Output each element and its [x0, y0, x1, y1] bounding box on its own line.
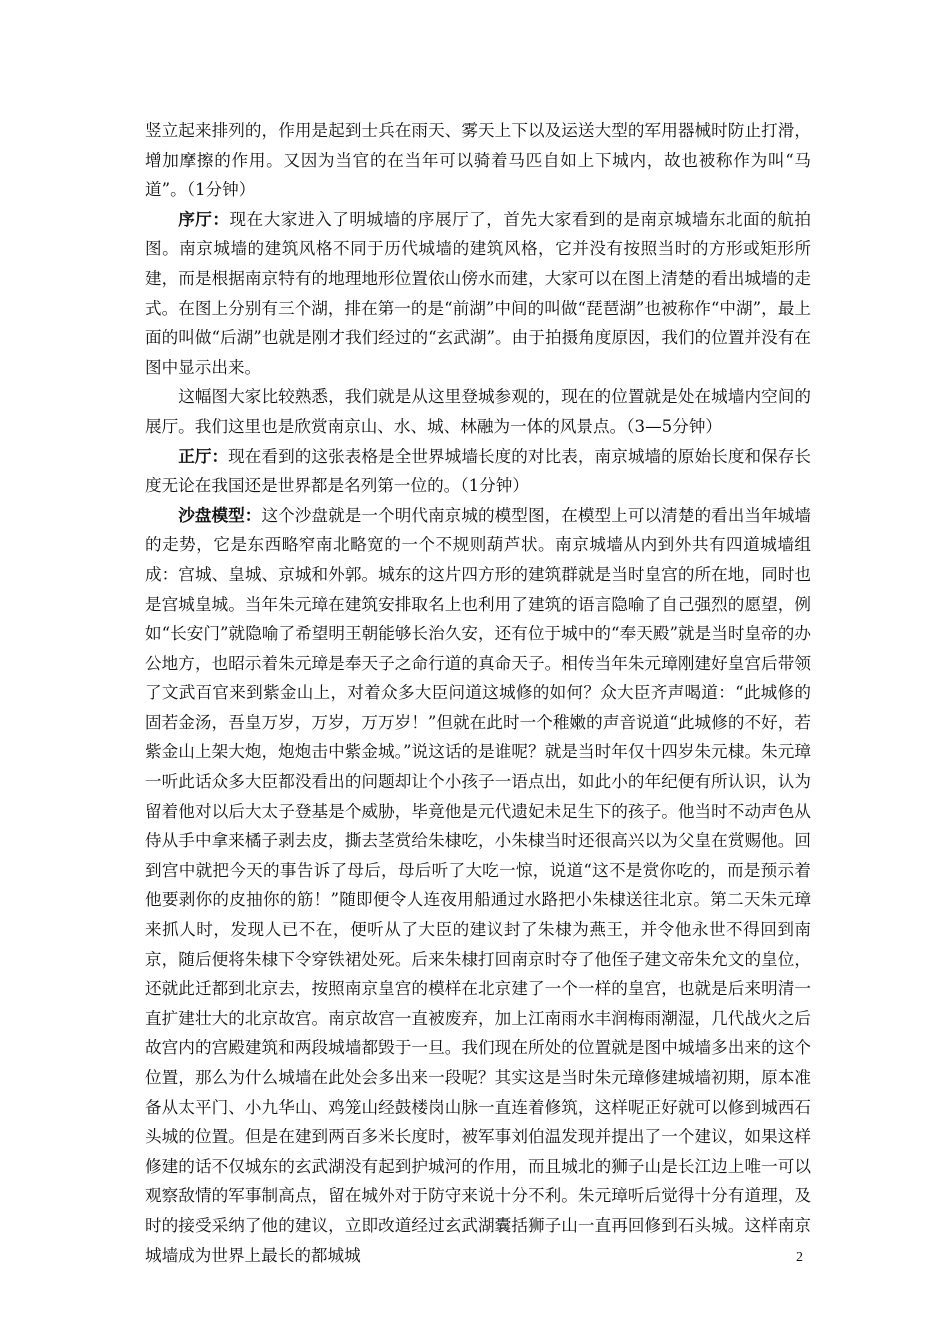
paragraph-preface-hall — [145, 205, 811, 383]
section-heading: 序厅： — [178, 209, 230, 229]
paragraph-text: 竖立起来排列的，作用是起到士兵在雨天、雾天上下以及运送大型的军用器械时防止打滑，增加摩擦的作用。又因为当官的在当年可以骑着马匹自如上下城内，故也被称作为叫“马道”。（1分钟） — [145, 121, 811, 200]
section-heading: 沙盘模型： — [178, 505, 262, 525]
paragraph-text: 这个沙盘就是一个明代南京城的模型图，在模型上可以清楚的看出当年城墙的走势，它是东西略窄南北略宽的一个不规则葫芦状。南京城墙从内到外共有四道城墙组成：宫城、皇城、京城和外郭。城东的这片四方形的建筑群就是当时皇宫的所在地，同时也是宫城皇城。当年朱元璋在建筑安排取名上也利用了建筑的语言隐喻了自己强烈的愿望，例如“长安门”就隐喻了希望明王朝能够长治久安，还有位于城中的“奉天殿”就是当时皇帝的办公地方，也昭示着朱元璋是奉天子之命行道的真命天子。相传当年朱元璋刚建好皇宫后带领了文武百官来到紫金山上，对着众多大臣问道这城修的如何？众大臣齐声喝道：“此城修的固若金汤，吾皇万岁，万岁，万万岁！”但就在此时一个稚嫩的声音说道“此城修的不好，若紫金山上架大炮，炮炮击中紫金城。”说这话的是谁呢？就是当时年仅十四岁朱元棣。朱元璋一听此话众多大臣都没看出的问题却让个小孩子一语点出，如此小的年纪便有所认识，认为留着他对以后大太子登基是个威胁，毕竟他是元代遗妃未足生下的孩子。他当时不动声色从侍从手中拿来橘子剥去皮，撕去茎赏给朱棣吃，小朱棣当时还很高兴以为父皇在赏赐他。回到宫中就把今天的事告诉了母后，母后听了大吃一惊，说道“这不是赏你吃的，而是预示着他要剥你的皮抽你的筋！”随即便令人连夜用船通过水路把小朱棣送往北京。第二天朱元璋来抓人时，发现人已不在，便听从了大臣的建议封了朱棣为燕王，并令他永世不得回到南京，随后便将朱棣下令穿铁裙处死。后来朱棣打回南京时夺了他侄子建文帝朱允文的皇位，还就此迁都到北京去，按照南京皇宫的模样在北京建了一个一样的皇宫，也就是后来明清一直扩建壮大的北京故宫。南京故宫一直被废弃，加上江南雨水丰润梅雨潮湿，几代战火之后故宫内的宫殿建筑和两段城墙都毁于一旦。我们现在所处的位置就是图中城墙多出来的这个位置，那么为什么城墙在此处会多出来一段呢？其实这是当时朱元璋修建城墙初期，原本准备从太平门、小九华山、鸡笼山经鼓楼岗山脉一直连着修筑，这样呢正好就可以修到城西石头城的位置。但是在建到两百多米长度时，被军事刘伯温发现并提出了一个建议，如果这样修建的话不仅城东的玄武湖没有起到护城河的作用，而且城北的狮子山是长江边上唯一可以观察敌情的军事制高点，留在城外对于防守来说十分不利。朱元璋听后觉得十分有道理，及时的接受采纳了他的建议，立即改道经过玄武湖囊括狮子山一直再回修到石头城。这样南京城墙成为世界上最长的都城城 — [145, 505, 812, 1265]
section-heading: 正厅： — [178, 446, 229, 466]
paragraph-aerial-photo — [145, 382, 811, 441]
page-number: 2 — [796, 1250, 803, 1265]
paragraph-continuation — [145, 116, 811, 205]
paragraph-sand-table — [145, 501, 811, 1270]
document-body — [145, 116, 811, 1270]
paragraph-main-hall — [145, 442, 811, 501]
paragraph-text: 现在大家进入了明城墙的序展厅了，首先大家看到的是南京城墙东北面的航拍图。南京城墙的建筑风格不同于历代城墙的建筑风格，它并没有按照当时的方形或矩形所建，而是根据南京特有的地理地形位置依山傍水而建，大家可以在图上清楚的看出城墙的走式。在图上分别有三个湖，排在第一的是“前湖”中间的叫做“琵琶湖”也被称作“中湖”，最上面的叫做“后湖”也就是刚才我们经过的“玄武湖”。由于拍摄角度原因，我们的位置并没有在图中显示出来。 — [145, 209, 812, 377]
paragraph-text: 这幅图大家比较熟悉，我们就是从这里登城参观的，现在的位置就是处在城墙内空间的展厅。我们这里也是欣赏南京山、水、城、林融为一体的风景点。（3—5分钟） — [145, 387, 811, 436]
paragraph-text: 现在看到的这张表格是全世界城墙长度的对比表，南京城墙的原始长度和保存长度无论在我国还是世界都是名列第一位的。（1分钟） — [145, 446, 812, 496]
